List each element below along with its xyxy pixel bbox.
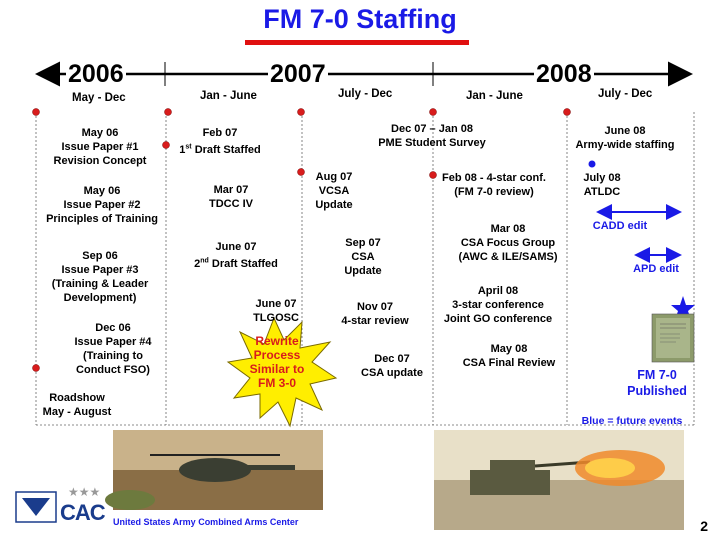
cadd-edit-label: CADD edit [592,220,648,232]
page-title: FM 7-0 Staffing [263,4,457,34]
svg-text:★★★: ★★★ [68,485,101,499]
event-marker [33,365,40,372]
tank-photo [434,430,684,530]
event-june08: June 08 Army-wide staffing [575,125,675,151]
event-marker [564,109,571,116]
event-marker [163,142,170,149]
event-feb07-date: Feb 07 [202,127,238,139]
event-dec07-csa: Dec 07 CSA update [361,353,423,379]
event-dec07-survey: Dec 07 – Jan 08 PME Student Survey [378,123,486,149]
fm-published-label: FM 7-0 Published [627,368,687,398]
event-feb07 [170,126,270,157]
event-may06-paper1: May 06 Issue Paper #1 Revision Concept [53,127,147,167]
period-label: May - Dec [72,92,126,104]
year-label: 2006 [68,60,124,88]
helicopter-photo [105,430,323,510]
event-marker [298,109,305,116]
apd-edit-label: APD edit [633,263,679,275]
event-feb07-desc: 1st Draft Staffed [179,143,261,156]
event-mar07: Mar 07 TDCC IV [209,184,253,210]
event-june07-tlgosc: June 07 TLGOSC [253,298,299,324]
rewrite-callout: Rewrite Process Similar to FM 3-0 [249,334,305,390]
event-dec06-paper4: Dec 06 Issue Paper #4 (Training to Conduct FSO) [74,322,152,376]
event-sep06-paper3: Sep 06 Issue Paper #3 (Training & Leader Development) [51,250,149,304]
event-roadshow: Roadshow May - August [42,392,112,418]
period-label: July - Dec [598,88,653,100]
period-label: Jan - June [466,90,523,102]
event-feb08: Feb 08 - 4-star conf. (FM 7-0 review) [442,172,546,198]
legend-future-events: Blue = future events [581,415,683,427]
footer-org-name: United States Army Combined Arms Center [113,517,299,527]
cac-logo-text: CAC [60,500,105,525]
event-june07-draft2 [184,240,288,271]
period-label: July - Dec [338,88,393,100]
event-may06-paper2: May 06 Issue Paper #2 Principles of Training [46,185,158,225]
page-number: 2 [700,518,708,534]
event-may08: May 08 CSA Final Review [462,343,556,369]
event-marker [165,109,172,116]
event-june07a-desc: 2nd Draft Staffed [194,257,278,270]
period-label: Jan - June [200,90,257,102]
event-marker [33,109,40,116]
year-label: 2007 [270,60,326,88]
event-mar08: Mar 08 CSA Focus Group (AWC & ILE/SAMS) [458,223,558,263]
event-apr08: April 08 3-star conference Joint GO conference [443,285,553,325]
future-event-marker [589,161,596,168]
event-nov07: Nov 07 4-star review [341,301,409,327]
event-july08: July 08 ATLDC [583,172,621,198]
event-sep07: Sep 07 CSA Update [344,237,382,277]
event-aug07: Aug 07 VCSA Update [315,171,353,211]
event-marker [430,109,437,116]
event-june07a-date: June 07 [215,241,257,253]
fm-manual-icon [652,314,694,362]
year-label: 2008 [536,60,592,88]
